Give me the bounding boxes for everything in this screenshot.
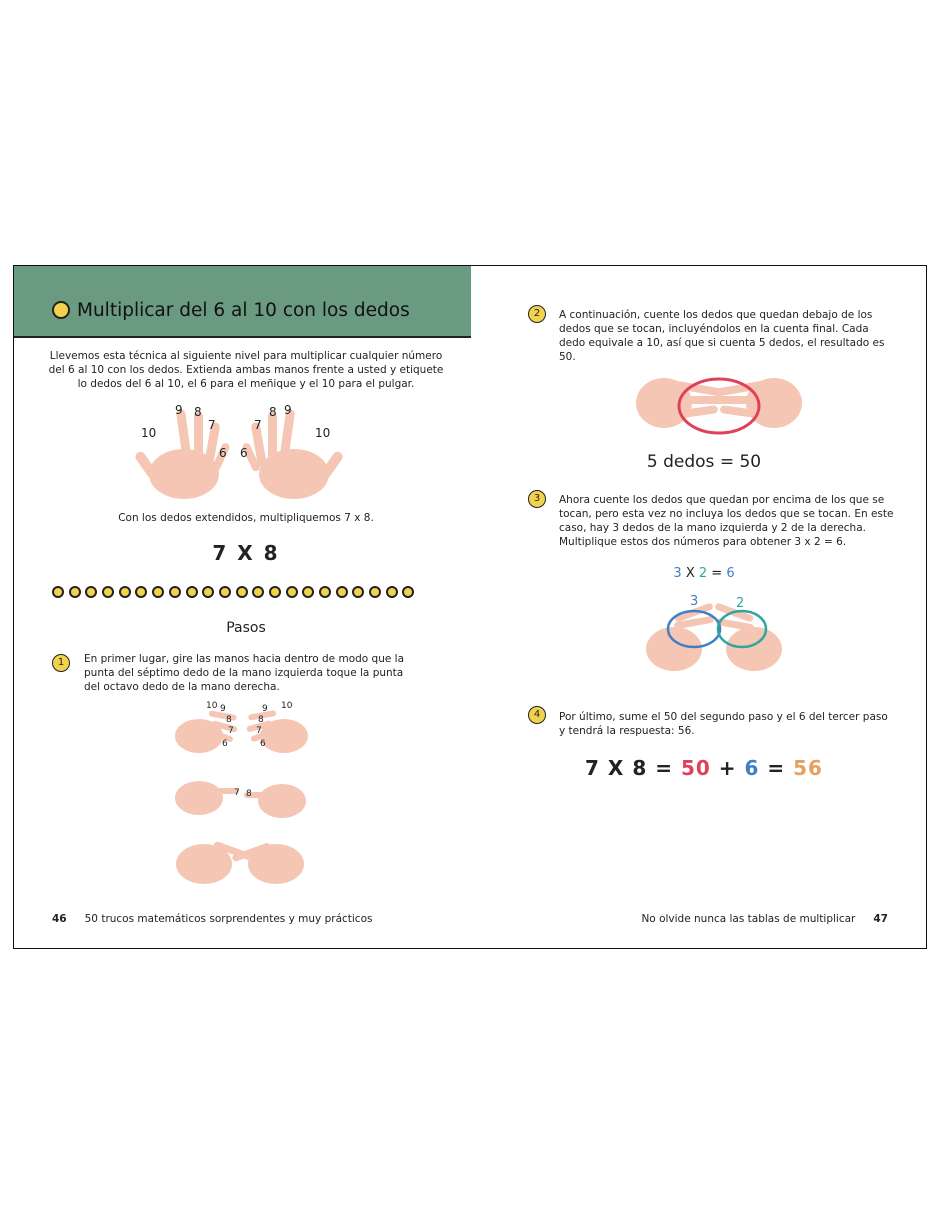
step-1-label: 9 [220,704,226,714]
final-times: X [607,756,625,780]
step-1-label: 10 [206,701,218,711]
step-3-hands-illustration [644,589,784,679]
caption: Con los dedos extendidos, multipliquemos 7 x 8. [118,512,374,524]
step-1-label: 7 [228,726,234,736]
right-count-label: 2 [736,596,745,611]
step-2-result: 5 dedos = 50 [646,452,762,472]
left-hand-label-10: 10 [141,426,157,440]
right-running-title: No olvide nunca las tablas de multiplicar [641,913,856,925]
left-hand-label-8: 8 [194,405,202,419]
left-count-label: 3 [690,594,699,609]
step-3-number: 3 [528,490,546,508]
step-4-number: 4 [528,706,546,724]
formula-equals: = [711,566,723,581]
step-1-label: 6 [260,739,266,749]
step-1-label: 9 [262,704,268,714]
right-hand-label-10: 10 [315,426,331,440]
book-spread [13,265,927,949]
step-1-label: 7 [234,788,240,798]
step-3-formula [484,566,924,581]
step-3-text: Ahora cuente los dedos que quedan por encima de los que se tocan, pero esta vez no incluya los dedos que se tocan. En este caso, hay 3 dedos de la mano izquierda y 2 de la derecha. Multiplique estos dos números para obtener 3 x 2 = 6. [559,494,894,548]
formula-result: 6 [726,566,735,581]
title-bullet-icon [52,301,70,319]
step-2-hands-illustration [634,358,804,448]
final-result: 56 [793,756,823,780]
dot-divider [52,586,414,598]
title-band [14,266,471,338]
final-ones: 6 [744,756,760,780]
steps-heading: Pasos [226,620,266,636]
step-1-label: 8 [226,715,232,725]
step-1-label: 7 [256,726,262,736]
right-hand-label-6: 6 [240,446,248,460]
page-title: Multiplicar del 6 al 10 con los dedos [77,300,410,321]
multiplication-heading: 7 X 8 [212,541,280,565]
step-2-number: 2 [528,305,546,323]
step-1-label: 10 [281,701,293,711]
left-page-number: 46 [52,913,67,925]
step-1-number: 1 [52,654,70,672]
step-1-text: En primer lugar, gire las manos hacia dentro de modo que la punta del séptimo dedo de la mano izquierda toque la punta del octavo dedo de la mano derecha. [84,653,405,693]
step-1-label: 8 [258,715,264,725]
intro-paragraph: Llevemos esta técnica al siguiente nivel para multiplicar cualquier número del 6 al 10 con los dedos. Extienda ambas manos frente a usted y etiquete lo dedos del 6 al 10, el 6 para el meñique y el 10 para el pulgar. [48,350,444,390]
formula-left-factor: 3 [673,566,682,581]
left-hand-label-9: 9 [175,403,183,417]
step-1-label: 8 [246,789,252,799]
footer-left [52,913,372,925]
step-1-hands-illustration [164,696,344,891]
final-a: 7 [585,756,600,780]
left-running-title: 50 trucos matemáticos sorprendentes y muy prácticos [84,913,373,925]
step-2-text: A continuación, cuente los dedos que quedan debajo de los dedos que se tocan, incluyéndolos en la cuenta final. Cada dedo equivale a 10, así que si cuenta 5 dedos, el resultado es 50. [559,309,885,363]
right-hand-label-7: 7 [254,418,262,432]
formula-times: X [685,566,695,581]
final-plus: + [718,756,737,780]
final-b: 8 [632,756,648,780]
right-hand-label-8: 8 [269,405,277,419]
right-hand-label-9: 9 [284,403,292,417]
left-hand-label-7: 7 [208,418,216,432]
final-tens: 50 [680,756,711,780]
formula-right-factor: 2 [698,566,708,581]
right-page-number: 47 [873,913,888,925]
final-equation [484,756,924,780]
final-eq2: = [767,756,786,780]
left-hand-label-6: 6 [219,446,227,460]
final-eq1: = [655,756,673,780]
step-4-text: Por último, sume el 50 del segundo paso y el 6 del tercer paso y tendrá la respuesta: 56. [559,711,888,737]
step-1-label: 6 [222,739,228,749]
footer-right [641,913,888,925]
